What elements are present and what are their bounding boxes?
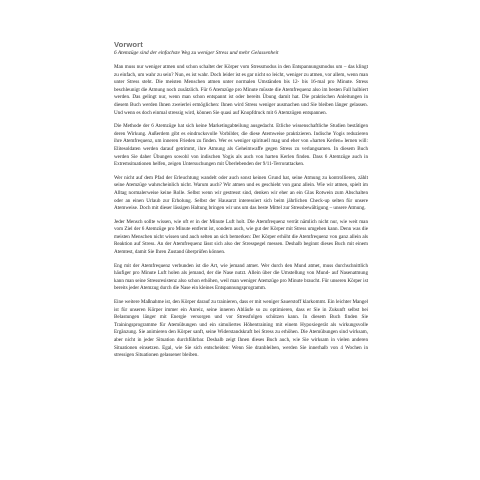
- paragraph-4: Jeder Mensch sollte wissen, wie oft er in der Minute Luft holt. Die Atemfrequenz verrät nämlich nicht nur, wie weit man vom Ziel der 6 Atemzüge pro Minute entfernt ist, sondern auch, wie gut der Körper mit Stress umgehen kann. Denn was die meisten Menschen nicht wissen und auch selten an sich bemerken: Der Körper erhöht die Atemfrequenz von ganz allein als Reaktion auf Stress. An der Atemfrequenz lässt sich also der Stresspegel messen. Deshalb beginnt dieses Buch mit einem Atemtest, damit Sie Ihren Zustand überprüfen können.: [114, 218, 368, 256]
- paragraph-1: Man muss nur weniger atmen und schon schaltet der Körper vom Stressmodus in den Entspannungsmodus um – das klingt zu einfach, um wahr zu sein? Nun, es ist wahr. Doch leider ist es gar nicht so leicht, weniger zu atmen, vor allem, wenn man unter Stress steht. Die meisten Menschen atmen unter normalen Umständen bis 12- bis 16-mal pro Minute. Stress beschleunigt die Atmung noch zusätzlich. Für 6 Atemzüge pro Minute müsste die Atemfrequenz also im besten Fall halbiert werden. Das gelingt nur, wenn man schon entspannt ist oder bereits Übung damit hat. Die praktischen Anleitungen in diesem Buch werden Ihnen zweierlei ermöglichen: Ihnen wird Stress weniger ausmachen und Sie bleiben länger gelassen. Und wenn es doch einmal stressig wird, können Sie quasi auf Knopfdruck mit 6 Atemzügen entspannen.: [114, 64, 368, 116]
- paragraph-6: Eine weitere Maßnahme ist, den Körper darauf zu trainieren, dass er mit weniger Sauerstoff klarkommt. Ein leichter Mangel ist für unseren Körper immer ein Anreiz, seine inneren Abläufe so zu optimieren, dass er Sie in Zukunft selbst bei Belastungen länger mit Energie versorgen und vor Stressfolgen schützen kann. In diesem Buch finden Sie Trainingsprogramme für Atemübungen und ein simuliertes Höhentraining mit einem Hypoxiegerät als wirkungsvolle Ergänzung. Sie animieren den Körper sanft, seine Widerstandskraft bei Stress zu erhöhen. Die Atemübungen sind wirksam, aber nicht in jeder Situation durchführbar. Deshalb zeigt Ihnen dieses Buch auch, wie Sie wirksam in vielen anderen Situationen einsetzen. Egal, wie Sie sich entscheiden: Wenn Sie dranbleiben, werden Sie innerhalb von 4 Wochen in stressigen Situationen gelassener bleiben.: [114, 299, 368, 359]
- page-content: [114, 40, 368, 366]
- chapter-heading: Vorwort: [114, 40, 143, 49]
- paragraph-3: Wer nicht auf dem Pfad der Erleuchtung wandelt oder auch sonst keinen Grund hat, seine Atmung zu kontrollieren, zählt seine Atemzüge wahrscheinlich nicht. Warum auch? Wir atmen und es geschieht von ganz allein. Wie wir atmen, spielt im Alltag normalerweise keine Rolle. Selbst wenn wir gestresst sind, denken wir eher an ein Glas Rotwein zum Abschalten oder an einen Urlaub zur Erholung. Selbst der Hausarzt interessiert sich beim jährlichen Check-up selten für unsere Atemweise. Doch mit dieser lässigen Haltung bringen wir uns um das beste Mittel zur Stressbewältigung – unsere Atmung.: [114, 174, 368, 212]
- paragraph-5: Eng mit der Atemfrequenz verbunden ist die Art, wie jemand atmet. Wer durch den Mund atmet, muss durchschnittlich häufiger pro Minute Luft holen als jemand, der die Nase nutzt. Allein über die Umstellung von Mund- auf Nasenatmung kann man seine Stressresistenz also schon erhöhen, weil man weniger Atemzüge pro Minute braucht. Für unseren Körper ist bereits jeder Atemzug durch die Nase ein kleines Entspannungsprogramm.: [114, 262, 368, 292]
- chapter-subtitle: 6 Atemzüge sind der einfachste Weg zu weniger Stress und mehr Gelassenheit: [114, 50, 279, 56]
- paragraph-2: Die Methode der 6 Atemzüge hat sich keine Marketingabteilung ausgedacht. Etliche wissenschaftliche Studien bestätigen deren Wirkung. Außerdem gibt es eindrucksvolle Vorbilder, die diese Atemweise praktizieren. Indische Yogis reduzieren ihre Atemfrequenz, um inneren Frieden zu finden. Wer es weniger spirituell mag und eher von »harten Kerlen« lernen will: Elitesoldaten werden darauf getrimmt, ihre Atmung als Geheimwaffe gegen Stress zu verlangsamen. In diesem Buch werden Sie daher Übungen sowohl von indischen Yogis als auch von harten Kerlen finden. Dass 6 Atemzüge auch in Extremsituationen helfen, zeigen Untersuchungen mit Überlebenden der 9/11-Terrorattacken.: [114, 123, 368, 168]
